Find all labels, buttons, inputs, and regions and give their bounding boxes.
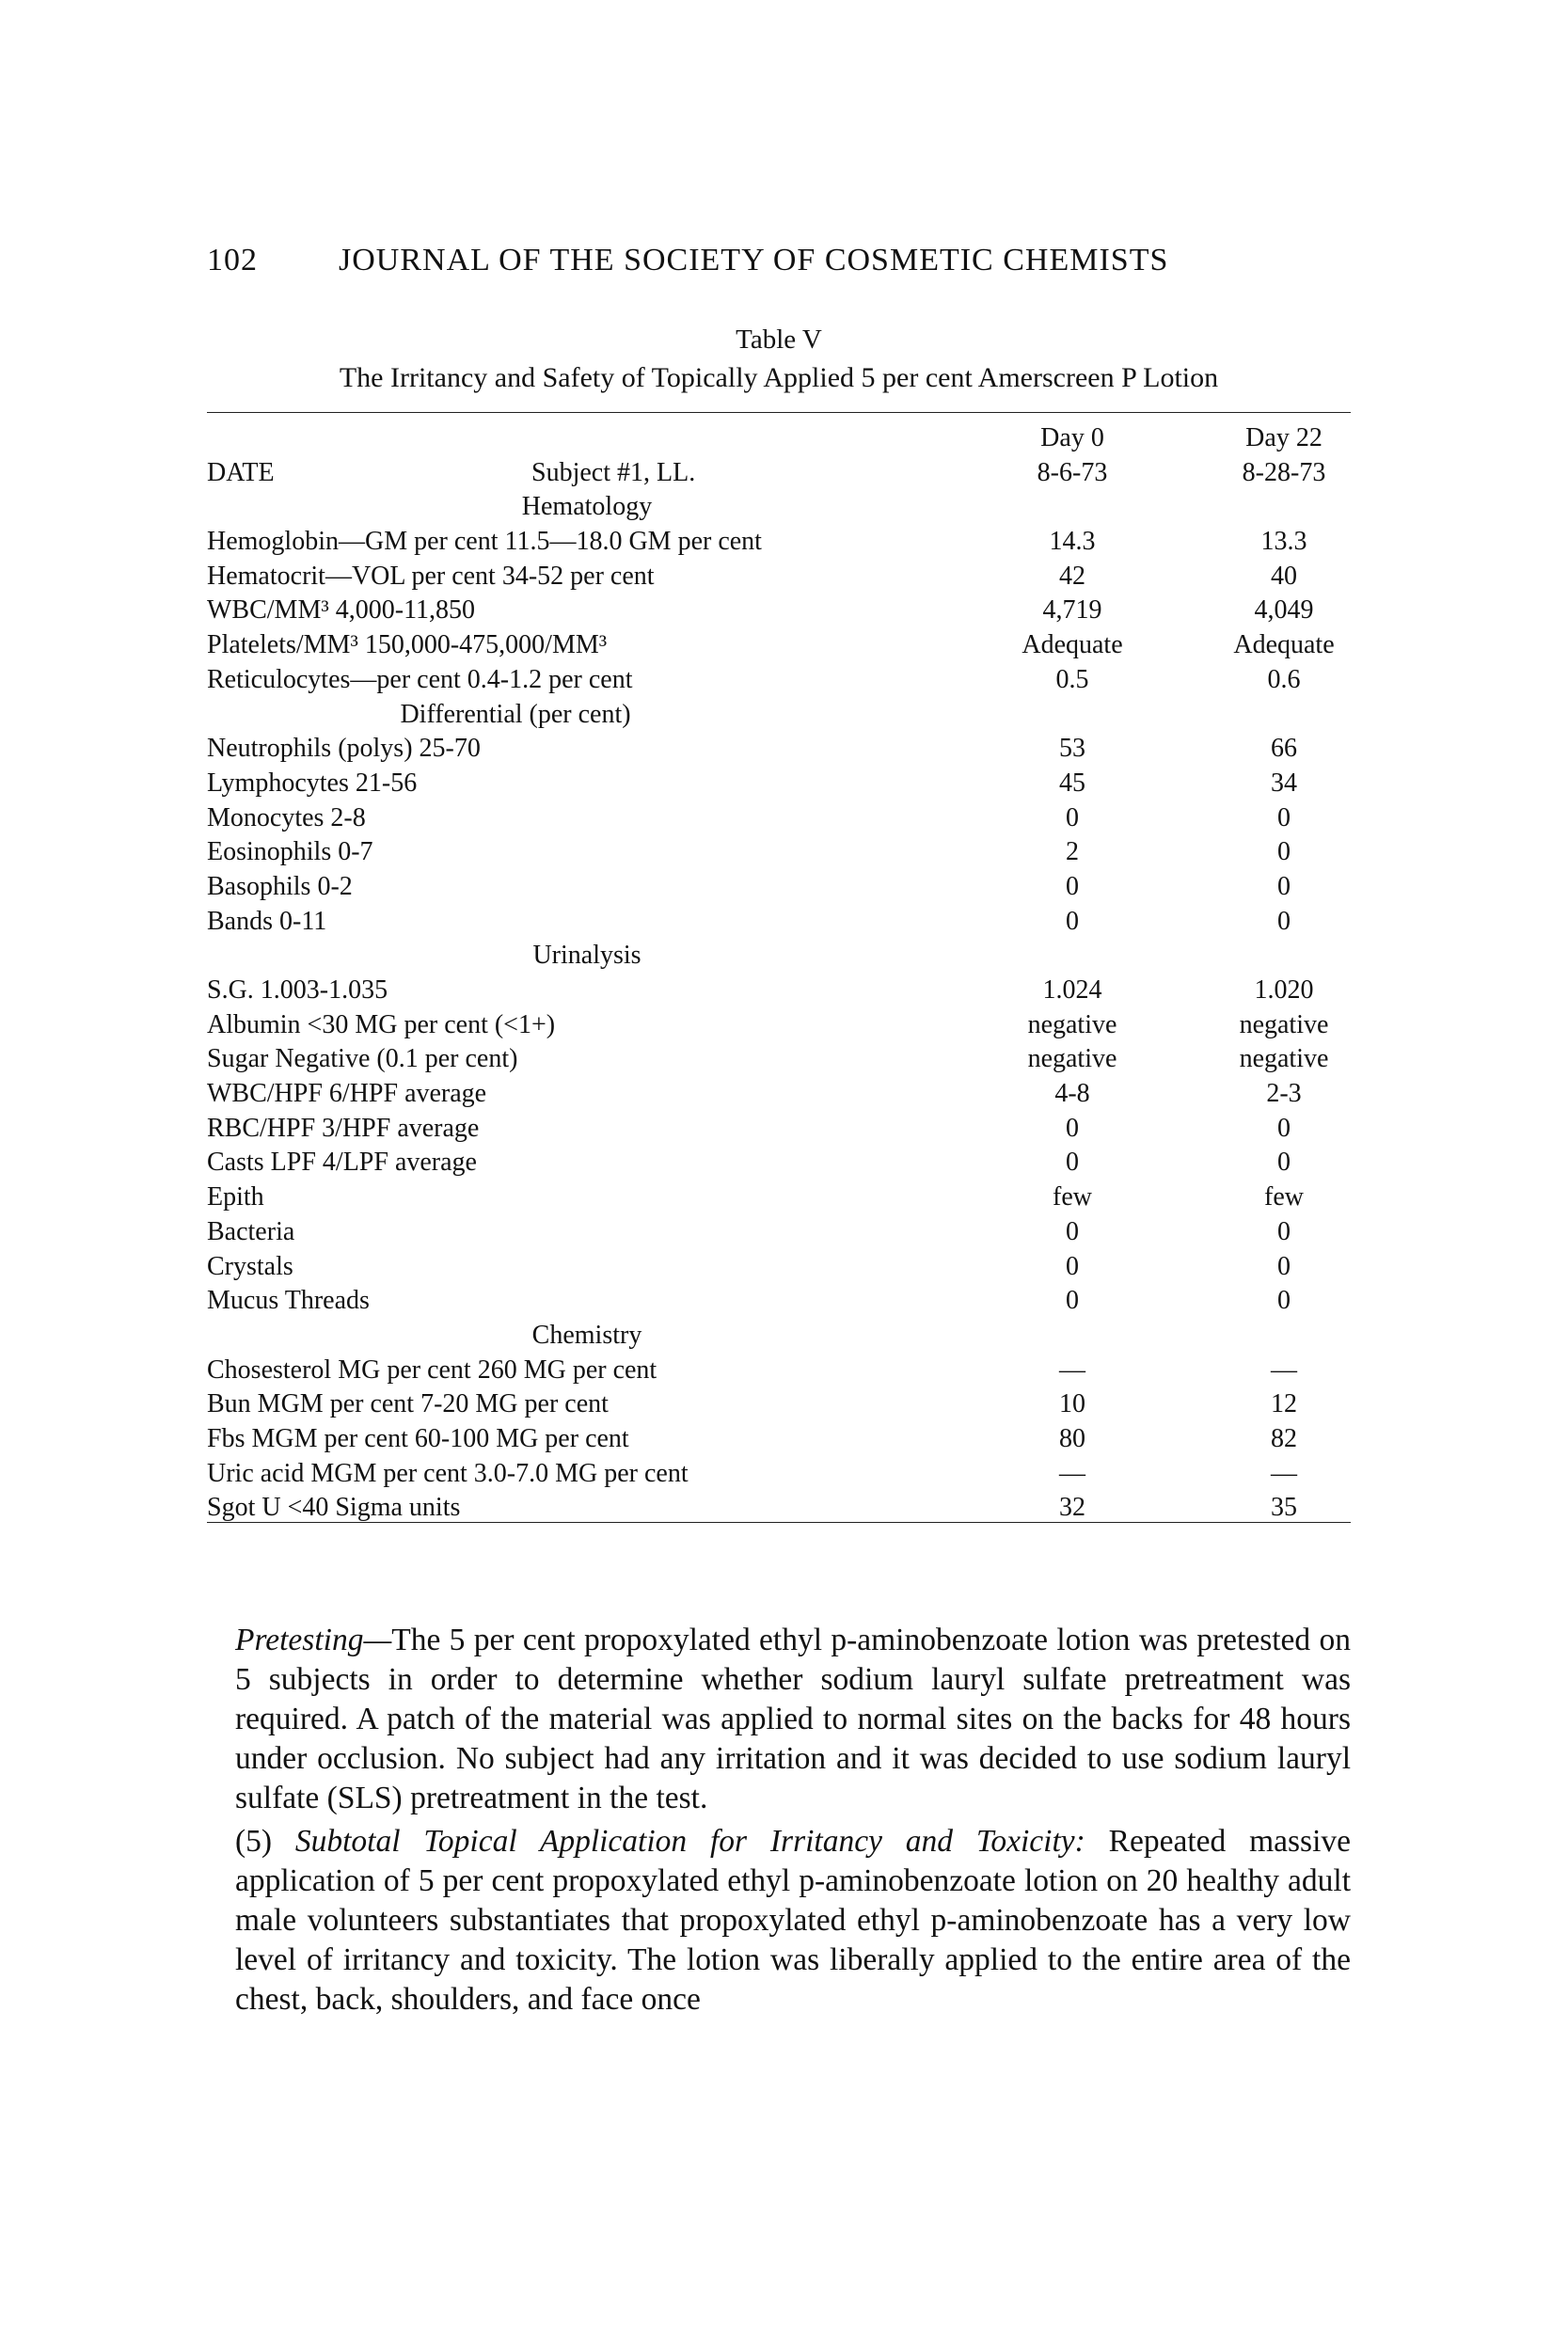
row-label: Hematocrit—VOL per cent 34-52 per cent	[207, 561, 655, 591]
table-row	[207, 870, 1351, 905]
row-label: Platelets/MM³ 150,000-475,000/MM³	[207, 630, 608, 660]
table-body	[207, 490, 1351, 1526]
value-day22: negative	[1239, 1009, 1329, 1039]
table-row	[207, 1146, 1351, 1180]
table-row	[207, 1354, 1351, 1388]
paragraph-pretesting	[235, 1621, 1351, 1818]
row-label: Epith	[207, 1182, 264, 1212]
table-row	[207, 1284, 1351, 1319]
value-day0: 0	[1066, 802, 1079, 832]
value-day22: 0	[1277, 1286, 1291, 1316]
value-day22: 0	[1277, 871, 1291, 901]
row-label: Hemoglobin—GM per cent 11.5—18.0 GM per cent	[207, 527, 762, 557]
table-row	[207, 628, 1351, 663]
table-row	[207, 1387, 1351, 1422]
value-day0: 0	[1066, 906, 1079, 936]
value-day0: few	[1053, 1182, 1092, 1212]
value-day0: —	[1059, 1355, 1085, 1385]
value-day0: —	[1059, 1458, 1085, 1488]
row-label: Crystals	[207, 1251, 293, 1281]
row-label: WBC/HPF 6/HPF average	[207, 1079, 487, 1109]
date-day22: 8-28-73	[1242, 457, 1326, 487]
column-header-day22: Day 22	[1245, 423, 1323, 452]
value-day0: 0.5	[1055, 664, 1089, 694]
value-day22: 0	[1277, 906, 1291, 936]
row-label: Lymphocytes 21-56	[207, 768, 418, 798]
value-day22: 4,049	[1254, 595, 1314, 626]
section-title: Chemistry	[531, 1320, 642, 1350]
value-day0: 2	[1066, 837, 1079, 867]
column-header-row	[207, 421, 1351, 456]
row-label: S.G. 1.003-1.035	[207, 975, 388, 1005]
table-row	[207, 801, 1351, 836]
value-day0: 0	[1066, 1148, 1079, 1178]
row-label: Sgot U <40 Sigma units	[207, 1493, 461, 1523]
table-row	[207, 663, 1351, 698]
value-day22: 40	[1271, 561, 1297, 591]
value-day0: negative	[1027, 1009, 1117, 1039]
row-label: Basophils 0-2	[207, 871, 353, 901]
value-day0: 4-8	[1054, 1079, 1090, 1109]
value-day22: 82	[1271, 1423, 1297, 1453]
row-label: Chosesterol MG per cent 260 MG per cent	[207, 1355, 657, 1385]
value-day0: 0	[1066, 1113, 1079, 1143]
table-row	[207, 905, 1351, 940]
value-day0: 32	[1059, 1493, 1085, 1523]
row-label: Sugar Negative (0.1 per cent)	[207, 1044, 518, 1074]
row-label: Monocytes 2-8	[207, 802, 366, 832]
section-title: Urinalysis	[532, 941, 641, 971]
row-label: Bacteria	[207, 1216, 295, 1246]
value-day0: 80	[1059, 1423, 1085, 1453]
value-day22: 13.3	[1260, 527, 1307, 557]
value-day22: 2-3	[1266, 1079, 1302, 1109]
paragraph-subtotal-application	[235, 1822, 1351, 2020]
table-row	[207, 974, 1351, 1008]
table-top-rule	[207, 412, 1351, 413]
value-day0: Adequate	[1022, 630, 1123, 660]
running-header	[207, 243, 1168, 278]
value-day0: 53	[1059, 734, 1085, 764]
value-day0: 4,719	[1042, 595, 1102, 626]
section-number: (5)	[235, 1824, 295, 1859]
section-title: Differential (per cent)	[400, 699, 631, 729]
table-row	[207, 1215, 1351, 1250]
section-heading-differential	[207, 698, 1351, 733]
page-number: 102	[207, 243, 258, 277]
value-day0: 42	[1059, 561, 1085, 591]
lab-results-table	[207, 421, 1351, 1526]
table-row	[207, 1422, 1351, 1457]
row-label: Fbs MGM per cent 60-100 MG per cent	[207, 1423, 629, 1453]
table-row	[207, 732, 1351, 767]
row-label: Reticulocytes—per cent 0.4-1.2 per cent	[207, 664, 633, 694]
value-day22: 35	[1271, 1493, 1297, 1523]
table-row	[207, 767, 1351, 801]
value-day22: 0.6	[1267, 664, 1301, 694]
value-day22: 12	[1271, 1389, 1297, 1419]
row-label: Eosinophils 0-7	[207, 837, 373, 867]
table-row	[207, 594, 1351, 628]
row-label: Uric acid MGM per cent 3.0-7.0 MG per cent	[207, 1458, 689, 1488]
table-row	[207, 1077, 1351, 1112]
value-day22: 0	[1277, 1251, 1291, 1281]
value-day22: few	[1264, 1182, 1304, 1212]
table-row	[207, 1008, 1351, 1043]
date-label: DATE	[207, 457, 275, 487]
value-day0: 1.024	[1042, 975, 1102, 1005]
table-row	[207, 1457, 1351, 1492]
value-day0: 14.3	[1049, 527, 1096, 557]
value-day22: 0	[1277, 1216, 1291, 1246]
value-day22: 0	[1277, 837, 1291, 867]
paragraph-text: Repeated massive application of 5 per cent propoxylated ethyl p-aminobenzoate lotion on 20 healthy adult male volunteers substantiates that propoxylated ethyl p-aminobenzoate has a very low level of irritancy and toxicity. The lotion was liberally applied to the entire area of the chest, back, shoulders, and face once	[235, 1824, 1351, 2017]
section-heading-chemistry	[207, 1319, 1351, 1354]
section-heading-urinalysis	[207, 939, 1351, 974]
value-day22: 1.020	[1254, 975, 1314, 1005]
value-day22: —	[1271, 1458, 1297, 1488]
value-day22: 0	[1277, 1148, 1291, 1178]
journal-title: JOURNAL OF THE SOCIETY OF COSMETIC CHEMISTS	[339, 243, 1169, 277]
date-row	[207, 456, 1351, 491]
value-day0: 10	[1059, 1389, 1085, 1419]
table-row	[207, 1112, 1351, 1147]
table-label: Table V	[736, 325, 822, 355]
table-row	[207, 560, 1351, 594]
section-heading-hematology	[207, 490, 1351, 525]
value-day0: 45	[1059, 768, 1085, 798]
table-row	[207, 1042, 1351, 1077]
row-label: RBC/HPF 3/HPF average	[207, 1113, 480, 1143]
value-day22: Adequate	[1233, 630, 1335, 660]
value-day22: negative	[1239, 1044, 1329, 1074]
row-label: Casts LPF 4/LPF average	[207, 1148, 477, 1178]
section-heading: Subtotal Topical Application for Irritancy and Toxicity:	[294, 1824, 1085, 1859]
row-label: Neutrophils (polys) 25-70	[207, 734, 481, 764]
value-day22: 34	[1271, 768, 1297, 798]
table-row	[207, 525, 1351, 560]
table-title: The Irritancy and Safety of Topically Applied 5 per cent Amerscreen P Lotion	[339, 362, 1219, 393]
value-day22: —	[1271, 1355, 1297, 1385]
row-label: Bands 0-11	[207, 906, 327, 936]
date-day0: 8-6-73	[1037, 457, 1108, 487]
table-row	[207, 1250, 1351, 1285]
table-row	[207, 1491, 1351, 1526]
paragraph-text: The 5 per cent propoxylated ethyl p-aminobenzoate lotion was pretested on 5 subjects in order to determine whether sodium lauryl sulfate pretreatment was required. A patch of the material was applied to normal sites on the backs for 48 hours under occlusion. No subject had any irritation and it was decided to use sodium lauryl sulfate (SLS) pretreatment in the test.	[235, 1623, 1351, 1815]
table-bottom-rule	[207, 1522, 1351, 1523]
row-label: WBC/MM³ 4,000-11,850	[207, 595, 476, 626]
subject-label: Subject #1, LL.	[531, 457, 696, 487]
section-title: Hematology	[521, 492, 653, 522]
row-label: Albumin <30 MG per cent (<1+)	[207, 1009, 556, 1039]
column-header-day0: Day 0	[1040, 423, 1104, 452]
value-day0: 0	[1066, 1286, 1079, 1316]
value-day0: 0	[1066, 1216, 1079, 1246]
value-day22: 66	[1271, 734, 1297, 764]
run-in-heading: Pretesting—	[235, 1623, 392, 1657]
body-text	[235, 1621, 1351, 2020]
value-day0: negative	[1027, 1044, 1117, 1074]
row-label: Bun MGM per cent 7-20 MG per cent	[207, 1389, 609, 1419]
table-row	[207, 835, 1351, 870]
row-label: Mucus Threads	[207, 1286, 370, 1316]
value-day22: 0	[1277, 802, 1291, 832]
table-row	[207, 1180, 1351, 1215]
value-day0: 0	[1066, 871, 1079, 901]
value-day22: 0	[1277, 1113, 1291, 1143]
value-day0: 0	[1066, 1251, 1079, 1281]
